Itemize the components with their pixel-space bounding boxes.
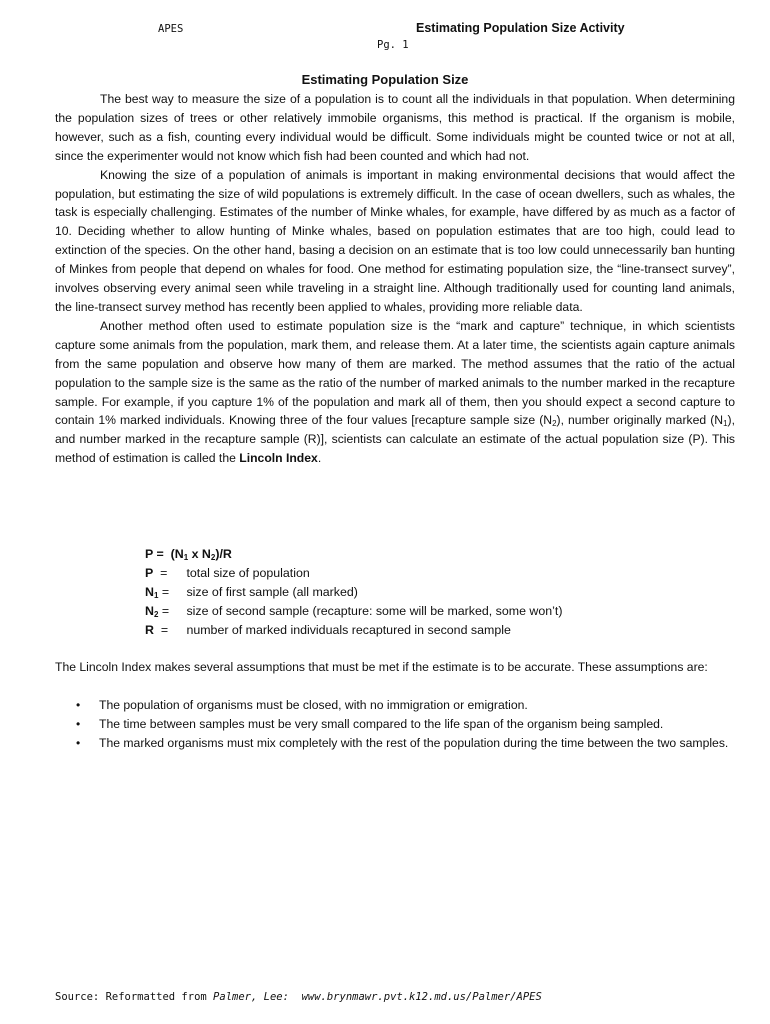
body-text	[55, 90, 735, 468]
list-item-text: The marked organisms must mix completely with the rest of the population during the time between the two samples.	[99, 735, 729, 750]
source-footer	[55, 991, 542, 1003]
paragraph-3-sub-a: 2	[552, 419, 557, 429]
assumptions-intro: The Lincoln Index makes several assumptions that must be met if the estimate is to be accurate. These assumptions are:	[55, 660, 708, 674]
definition-equals: =	[161, 604, 170, 619]
footer-label: Source: Reformatted from	[55, 991, 214, 1003]
definition-equals: =	[161, 585, 170, 600]
equation-close: )/R	[215, 547, 232, 561]
equation-times: x N	[188, 547, 211, 561]
lincoln-index-term: Lincoln Index	[239, 451, 318, 466]
paragraph-3-text-c: ), and number marked in the recapture sample (R)], scientists can calculate an estimate of the actual population size (P). This method of estimation is called the	[55, 413, 735, 466]
bullet-icon: •	[76, 716, 81, 731]
page-number: Pg. 1	[377, 39, 409, 51]
document-heading: Estimating Population Size	[301, 72, 469, 87]
formula-equation	[145, 545, 562, 564]
definition-equals: =	[160, 566, 168, 581]
definition-symbol: N	[145, 604, 154, 619]
definition-text: size of first sample (all marked)	[186, 585, 358, 600]
definition-equals: =	[160, 623, 169, 638]
paragraph-3-text-a: Another method often used to estimate population size is the “mark and capture” technique, in which scientists capture some animals from the population, mark them, and release them. At a later time, the scientists again capture animals from the same population and observe how many of them are marked. The method assumes that the ratio of the actual population to the sample size is the same as the ratio of the number of marked animals to the number marked in the recapture sample. For example, if you capture 1% of the population and mark all of them, then you should expect a second capture to contain 1% marked individuals. Knowing three of the four values [recapture sample size (N	[55, 318, 735, 428]
equation-p: P =	[145, 547, 164, 561]
lincoln-index-formula	[145, 545, 562, 640]
bullet-icon: •	[76, 735, 81, 750]
definition-p	[145, 564, 562, 583]
assumptions-intro-block	[55, 658, 735, 677]
definition-symbol: P	[145, 566, 154, 581]
bullet-icon: •	[76, 698, 81, 712]
definition-symbol: R	[145, 623, 154, 638]
definition-sub: 1	[153, 591, 159, 601]
definition-symbol: N	[145, 585, 154, 600]
equation-sub-1: 1	[183, 553, 189, 562]
definition-text: total size of population	[186, 566, 310, 581]
definition-n2	[145, 602, 562, 621]
definition-sub: 2	[153, 610, 159, 620]
footer-url[interactable]: www.brynmawr.pvt.k12.md.us/Palmer/APES	[301, 991, 542, 1003]
paragraph-2: Knowing the size of a population of animals is important in making environmental decisions that would affect the population, but estimating the size of wild populations is extremely difficult. In the case of ocean dwellers, such as whales, the task is especially challenging. Estimates of the number of Minke whales, for example, have differed by as much as a factor of 10. Deciding whether to allow hunting of Minke whales, based on population estimates that are too high, could lead to extinction of the species. On the other hand, basing a decision on an estimate that is too low could unnecessarily ban hunting of Minkes from people that depend on whales for food. One method for estimating population size, the “line-transect survey”, involves observing every animal seen while traveling in a straight line. Although traditionally used for counting land animals, the line-transect survey method has recently been applied to whales, providing more reliable data.	[55, 167, 735, 314]
footer-author: Palmer, Lee:	[213, 991, 289, 1003]
list-item	[55, 715, 735, 734]
paragraph-3-text-b: ), number originally marked (N	[556, 413, 724, 428]
list-item-text: The population of organisms must be closed, with no immigration or emigration.	[99, 698, 528, 712]
definition-n1	[145, 583, 562, 602]
course-label: APES	[158, 23, 184, 35]
paragraph-3	[55, 317, 735, 468]
list-item	[55, 696, 735, 715]
definition-r	[145, 621, 562, 640]
list-item	[55, 734, 735, 753]
definition-text: number of marked individuals recaptured in second sample	[186, 623, 511, 638]
definition-text: size of second sample (recapture: some will be marked, some won’t)	[186, 604, 563, 619]
equation-open: (N	[170, 547, 184, 561]
list-item-text: The time between samples must be very small compared to the life span of the organism being sampled.	[99, 716, 664, 731]
equation-sub-2: 2	[210, 553, 216, 562]
paragraph-1: The best way to measure the size of a population is to count all the individuals in that population. When determining the population sizes of trees or other relatively immobile organisms, this method is practical. If the organism is mobile, however, such as a fish, counting every individual would be difficult. Some individuals might be counted twice or not at all, since the experimenter would not know which fish had been counted and which had not.	[55, 92, 735, 163]
paragraph-3-end: .	[317, 451, 322, 466]
assumption-list	[55, 696, 735, 753]
activity-title: Estimating Population Size Activity	[416, 21, 625, 35]
paragraph-3-sub-b: 1	[723, 419, 728, 429]
